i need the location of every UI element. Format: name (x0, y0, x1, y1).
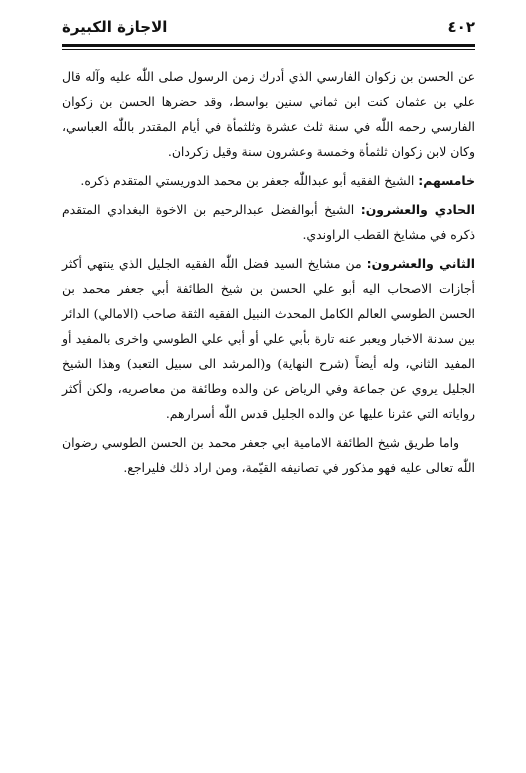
page-header (62, 14, 475, 40)
paragraph-5-text: واما طريق شيخ الطائفة الامامية ابي جعفر محمد بن الحسن الطوسي رضوان اللّٰه تعالى عليه فهو مذكور في تصانيفه القيّمة، ومن اراد ذلك فليراجع. (62, 435, 475, 475)
paragraph-4-lead: الثاني والعشرون: (366, 256, 475, 271)
paragraph-3 (62, 197, 475, 247)
paragraph-1-text: عن الحسن بن زكوان الفارسي الذي أدرك زمن الرسول صلى اللّٰه عليه وآله قال علي بن عثمان كنت ابن ثماني سنين بواسط، وقد حضرها الحسن بن زكوان الفارسي رحمه اللّٰه في سنة ثلث عشرة وثلثمأة في أيام المقتدر باللّٰه العباسي، وكان لابن زكوان ثلثمأة وخمسة وعشرون سنة وقيل زكردان. (62, 69, 475, 159)
running-title: الاجازة الكبيرة (62, 18, 168, 36)
paragraph-1 (62, 64, 475, 164)
paragraph-3-text: الشيخ أبوالفضل عبدالرحيم بن الاخوة البغدادي المتقدم ذكره في مشايخ القطب الراوندي. (62, 202, 475, 242)
body-text (62, 64, 475, 480)
paragraph-2-text: الشيخ الفقيه أبو عبداللّٰه جعفر بن محمد الدوريستي المتقدم ذكره. (80, 173, 415, 188)
paragraph-4 (62, 251, 475, 426)
book-page (62, 14, 475, 754)
paragraph-2-lead: خامسهم: (418, 173, 475, 188)
header-rule-thick (62, 44, 475, 47)
paragraph-3-lead: الحادي والعشرون: (360, 202, 476, 217)
paragraph-4-text: من مشايخ السيد فضل اللّٰه الفقيه الجليل الذي ينتهي أكثر أجازات الاصحاب اليه أبو علي الحسن بن شيخ الطائفة أبي جعفر محمد بن الحسن الطوسي العالم الكامل المحدث النبيل الفقيه الثقة صاحب (الامالي) الدائر بين سدنة الاخبار ويعبر عنه تارة بأبي علي أو أبي علي الطوسي واخرى بالمفيد أو المفيد الثاني، وله أيضاً (شرح النهاية) و(المرشد الى سبيل التعبد) وهذا الشيخ الجليل يروي عن جماعة وفي الرياض عن والده وطائفة من معاصريه، ولكن أكثر رواياته التي عثرنا عليها عن والده الجليل قدس اللّٰه أسرارهم. (62, 256, 475, 421)
paragraph-5 (62, 430, 475, 480)
page-number: ٤٠٢ (447, 18, 475, 36)
header-rule-thin (62, 49, 475, 50)
paragraph-2 (62, 168, 475, 193)
